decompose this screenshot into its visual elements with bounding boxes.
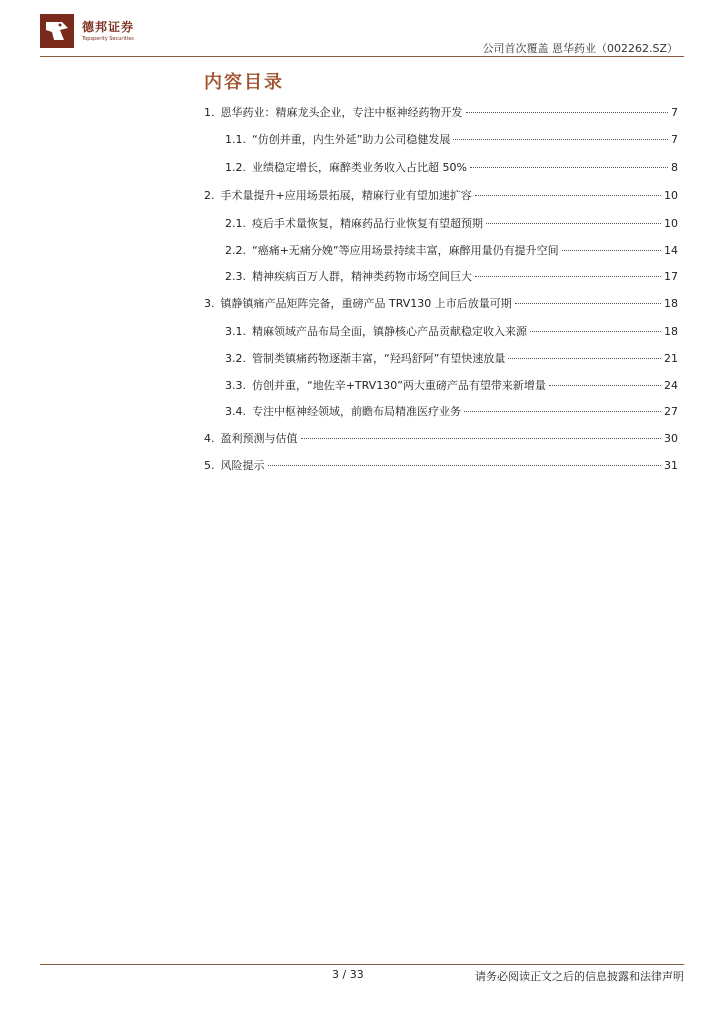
company-logo <box>40 14 160 50</box>
toc-leader-dots <box>470 167 668 168</box>
toc-entry-title: 精神疾病百万人群，精神类药物市场空间巨大 <box>252 270 472 283</box>
toc-entry-title: 精麻领域产品布局全面，镇静核心产品贡献稳定收入来源 <box>252 325 527 338</box>
toc-entry-number: 3.2. <box>225 352 246 365</box>
toc-entry-number: 3.3. <box>225 379 246 392</box>
toc-entry-page: 14 <box>664 244 678 257</box>
toc-title: 内容目录 <box>204 72 284 93</box>
toc-entry[interactable] <box>225 404 678 420</box>
toc-entry-number: 2. <box>204 189 215 202</box>
toc-entry-page: 7 <box>671 133 678 146</box>
toc-entry-page: 17 <box>664 270 678 283</box>
toc-entry-title: 管制类镇痛药物逐渐丰富，“羟玛舒阿”有望快速放量 <box>252 352 506 365</box>
toc-entry[interactable] <box>225 351 678 367</box>
toc-entry[interactable] <box>204 296 678 312</box>
toc-leader-dots <box>549 385 661 386</box>
toc-leader-dots <box>486 223 661 224</box>
toc-entry-page: 30 <box>664 432 678 445</box>
toc-entry-page: 10 <box>664 217 678 230</box>
toc-entry-title: 风险提示 <box>220 459 265 472</box>
toc-entry[interactable] <box>225 216 678 232</box>
toc-leader-dots <box>268 465 662 466</box>
toc-entry-title: 手术量提升+应用场景拓展，精麻行业有望加速扩容 <box>220 189 472 202</box>
toc-leader-dots <box>301 438 662 439</box>
toc-leader-dots <box>453 139 668 140</box>
toc-entry-title: 专注中枢神经领域，前瞻布局精准医疗业务 <box>252 405 461 418</box>
page-header <box>0 0 724 64</box>
toc-entry-page: 18 <box>664 297 678 310</box>
header-divider <box>40 56 684 57</box>
toc-entry-number: 2.3. <box>225 270 246 283</box>
toc-entry[interactable] <box>204 105 678 121</box>
toc-leader-dots <box>475 195 661 196</box>
toc-entry[interactable] <box>225 269 678 285</box>
toc-entry-number: 1. <box>204 106 215 119</box>
toc-entry[interactable] <box>225 324 678 340</box>
toc-entry-page: 24 <box>664 379 678 392</box>
toc-entry-title: 疫后手术量恢复，精麻药品行业恢复有望超预期 <box>252 217 483 230</box>
toc-leader-dots <box>466 112 669 113</box>
page-number: 3 / 33 <box>332 968 364 981</box>
toc-entry-page: 18 <box>664 325 678 338</box>
toc-entry[interactable] <box>225 243 678 259</box>
toc-entry-number: 2.2. <box>225 244 246 257</box>
toc-entry-page: 31 <box>664 459 678 472</box>
header-title: 公司首次覆盖 恩华药业（002262.SZ） <box>482 42 678 55</box>
toc-entry-number: 5. <box>204 459 215 472</box>
toc-entry-number: 1.1. <box>225 133 246 146</box>
toc-entry-number: 3.4. <box>225 405 246 418</box>
toc-leader-dots <box>562 250 661 251</box>
toc-leader-dots <box>464 411 661 412</box>
toc-entry-page: 27 <box>664 405 678 418</box>
toc-entry-number: 2.1. <box>225 217 246 230</box>
toc-entry[interactable] <box>204 458 678 474</box>
toc-leader-dots <box>508 358 661 359</box>
logo-icon <box>40 14 74 48</box>
toc-entry[interactable] <box>225 160 678 176</box>
toc-entry[interactable] <box>225 378 678 394</box>
toc-entry[interactable] <box>204 431 678 447</box>
toc-entry-title: “癌痛+无痛分娩”等应用场景持续丰富，麻醉用量仍有提升空间 <box>252 244 559 257</box>
toc-entry-title: 恩华药业：精麻龙头企业，专注中枢神经药物开发 <box>220 106 463 119</box>
toc-entry-title: 业绩稳定增长，麻醉类业务收入占比超 50% <box>252 161 467 174</box>
toc-entry-title: 仿创并重，“地佐辛+TRV130”两大重磅产品有望带来新增量 <box>252 379 546 392</box>
toc-entry[interactable] <box>204 188 678 204</box>
toc-entry-page: 7 <box>671 106 678 119</box>
toc-entry-number: 4. <box>204 432 215 445</box>
toc-leader-dots <box>475 276 661 277</box>
toc-entry-title: 盈利预测与估值 <box>220 432 298 445</box>
logo-text-cn: 德邦证券 <box>82 20 135 34</box>
toc-entry-page: 8 <box>671 161 678 174</box>
toc-entry-title: 镇静镇痛产品矩阵完备，重磅产品 TRV130 上市后放量可期 <box>220 297 512 310</box>
toc-leader-dots <box>515 303 661 304</box>
logo-text-en: Topsperity Securities <box>82 36 134 42</box>
toc-leader-dots <box>530 331 661 332</box>
toc-entry-title: “仿创并重，内生外延”助力公司稳健发展 <box>252 133 451 146</box>
disclaimer-note: 请务必阅读正文之后的信息披露和法律声明 <box>475 970 684 983</box>
toc-entry[interactable] <box>225 132 678 148</box>
toc-entry-number: 1.2. <box>225 161 246 174</box>
toc-entry-page: 10 <box>664 189 678 202</box>
toc-entry-page: 21 <box>664 352 678 365</box>
toc-entry-number: 3.1. <box>225 325 246 338</box>
toc-entry-number: 3. <box>204 297 215 310</box>
footer-divider <box>40 964 684 965</box>
